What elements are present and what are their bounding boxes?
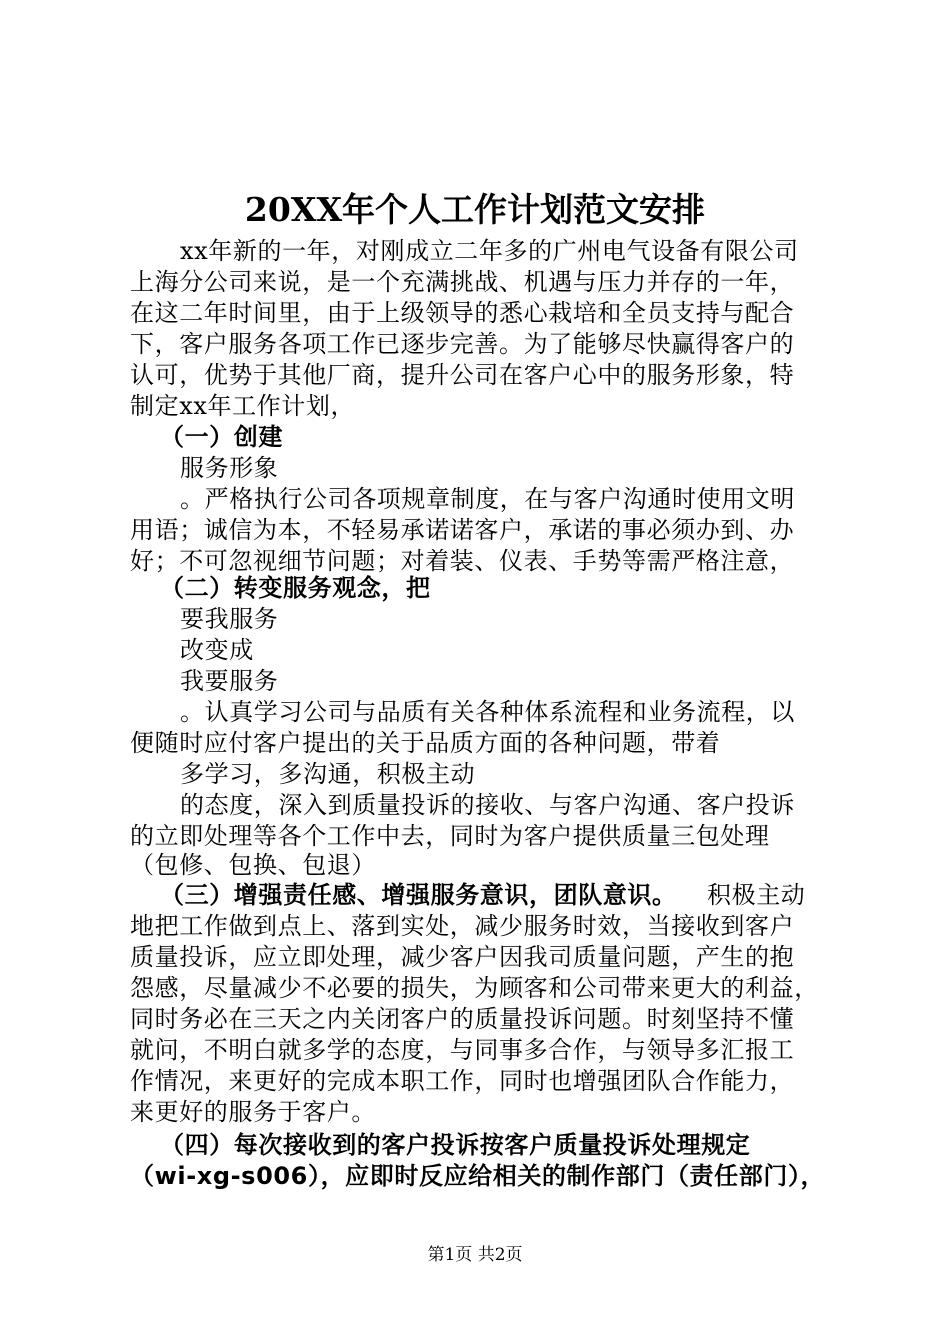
paragraph-line: 的立即处理等各个工作中去，同时为客户提供质量三包处理 (130, 822, 770, 850)
paragraph-line: 。认真学习公司与品质有关各种体系流程和业务流程，以 (180, 698, 795, 726)
paragraph-line: 改变成 (180, 636, 254, 664)
paragraph-line: xx年新的一年，对刚成立二年多的广州电气设备有限公司 (180, 237, 799, 265)
paragraph-line: 。严格执行公司各项规章制度，在与客户沟通时使用文明 (180, 485, 795, 513)
paragraph-line: 好；不可忽视细节问题；对着装、仪表、手势等需严格注意， (130, 547, 795, 575)
paragraph-line: 服务形象 (180, 454, 279, 482)
paragraph-line: 来更好的服务于客户。 (130, 1098, 376, 1126)
section-heading: （三）增强责任感、增强服务意识，团队意识。 (160, 881, 677, 909)
paragraph-line: 下，客户服务各项工作已逐步完善。为了能够尽快赢得客户的 (130, 330, 795, 358)
paragraph-line: （wi-xg-s006），应即时反应给相关的制作部门（责任部门）， (130, 1162, 826, 1190)
paragraph-line: 我要服务 (180, 667, 279, 695)
paragraph-line: 地把工作做到点上、落到实处，减少服务时效，当接收到客户 (130, 912, 795, 940)
paragraph-line: 质量投诉，应立即处理，减少客户因我司质量问题，产生的抱 (130, 943, 795, 971)
section-heading: （四）每次接收到的客户投诉按客户质量投诉处理规定 (160, 1131, 751, 1159)
paragraph-line: 多学习，多沟通，积极主动 (180, 760, 476, 788)
paragraph-line: （包修、包换、包退） (130, 851, 376, 879)
paragraph-line: 制定xx年工作计划， (130, 392, 356, 420)
paragraph-line: 上海分公司来说，是一个充满挑战、机遇与压力并存的一年， (130, 268, 795, 296)
paragraph-line: 就问，不明白就多学的态度，与同事多合作，与领导多汇报工 (130, 1036, 795, 1064)
page-footer: 第1页 共2页 (427, 1245, 523, 1265)
paragraph-line: 认可，优势于其他厂商，提升公司在客户心中的服务形象，特 (130, 361, 795, 389)
document-title: 20XX年个人工作计划范文安排 (244, 190, 706, 229)
paragraph-line: 同时务必在三天之内关闭客户的质量投诉问题。时刻坚持不懂 (130, 1005, 795, 1033)
paragraph-line: 作情况，来更好的完成本职工作，同时也增强团队合作能力， (130, 1067, 795, 1095)
paragraph-line: 便随时应付客户提出的关于品质方面的各种问题，带着 (130, 729, 721, 757)
paragraph-line: 在这二年时间里，由于上级领导的悉心栽培和全员支持与配合 (130, 299, 795, 327)
paragraph-line: 的态度，深入到质量投诉的接收、与客户沟通、客户投诉 (180, 791, 795, 819)
section-heading: （二）转变服务观念，把 (160, 574, 431, 602)
paragraph-line: 积极主动 (707, 881, 806, 909)
section-heading: （一）创建 (160, 423, 283, 451)
paragraph-line: 用语；诚信为本，不轻易承诺诺客户，承诺的事必须办到、办 (130, 516, 795, 544)
paragraph-line: 要我服务 (180, 605, 279, 633)
paragraph-line: 怨感，尽量减少不必要的损失，为顾客和公司带来更大的利益， (130, 974, 819, 1002)
